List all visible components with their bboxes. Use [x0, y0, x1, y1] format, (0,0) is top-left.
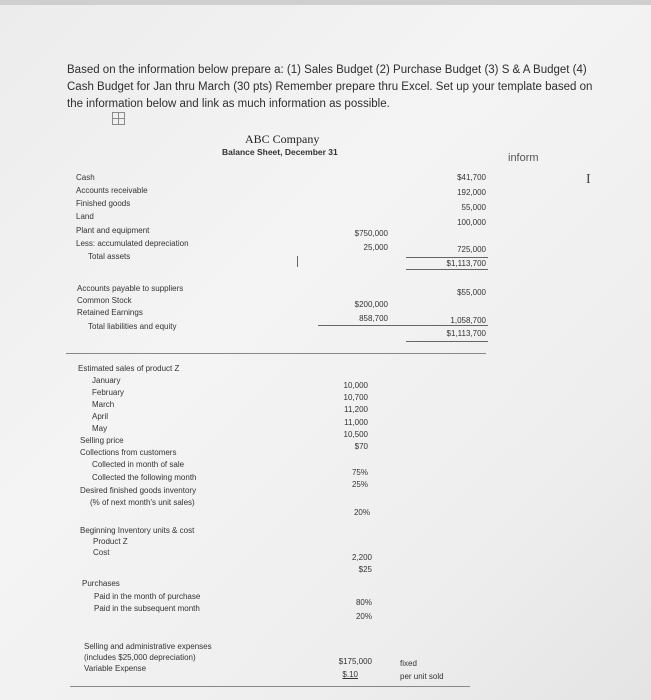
sa-variable-tag: per unit sold [400, 672, 444, 681]
sa-fixed-value: $175,000 [338, 657, 372, 666]
total-label: Total assets [88, 252, 131, 261]
total-value: $1,113,700 [446, 329, 486, 338]
liability-label: Retained Earnings [77, 308, 143, 317]
asset-label: Less: accumulated depreciation [76, 239, 189, 248]
asset-label: Accounts receivable [76, 186, 148, 195]
month-label: January [92, 376, 121, 385]
inventory-label-note: (% of next month's unit sales) [90, 498, 195, 507]
liability-value: $200,000 [354, 300, 388, 309]
double-rule [406, 269, 488, 270]
month-label: April [92, 412, 109, 421]
rule [318, 325, 488, 326]
bottom-rule [70, 686, 470, 687]
instruction-line-3: the information below and link as much information as possible. [67, 98, 390, 110]
side-label: inform [508, 152, 539, 164]
total-value: $1,113,700 [446, 259, 486, 268]
beginning-value: $25 [358, 565, 372, 574]
company-name: ABC Company [245, 132, 320, 146]
asset-value: 100,000 [457, 218, 486, 227]
month-value: 10,000 [343, 381, 368, 390]
sa-title: Selling and administrative expenses [84, 642, 212, 651]
balance-sheet-subtitle: Balance Sheet, December 31 [222, 147, 338, 157]
asset-value: $41,700 [457, 173, 486, 182]
asset-label: Cash [76, 173, 95, 182]
asset-value: 25,000 [363, 243, 388, 252]
purchases-label: Paid in the month of purchase [94, 592, 201, 601]
month-label: February [92, 388, 125, 397]
price-value: $70 [354, 442, 368, 451]
month-value: 11,200 [344, 405, 368, 414]
table-move-handle-icon[interactable] [112, 112, 125, 125]
beginning-title: Beginning Inventory units & cost [80, 526, 195, 535]
instruction-line-1: Based on the information below prepare a: (1) Sales Budget (2) Purchase Budget (3) S & A Budget (4) [67, 64, 587, 76]
asset-value: 55,000 [461, 203, 486, 212]
sa-note: (includes $25,000 depreciation) [84, 653, 196, 662]
top-edge [0, 0, 651, 5]
month-label: March [92, 400, 115, 409]
liability-value: $55,000 [457, 288, 486, 297]
asset-value: $750,000 [354, 229, 388, 238]
inventory-value: 20% [353, 508, 370, 517]
asset-label: Finished goods [76, 199, 131, 208]
double-rule [406, 341, 488, 342]
liability-label: Accounts payable to suppliers [77, 284, 184, 293]
asset-value: 192,000 [457, 188, 486, 197]
liability-value: 1,058,700 [450, 316, 486, 325]
beginning-label: Product Z [93, 537, 128, 546]
month-value: 10,700 [343, 393, 368, 402]
text-cursor-icon: I [586, 172, 591, 187]
asset-label: Land [76, 212, 94, 221]
purchases-value: 80% [355, 598, 372, 607]
collection-value: 25% [351, 480, 368, 489]
total-label: Total liabilities and equity [88, 322, 177, 331]
month-label: May [92, 424, 108, 433]
caret-mark [297, 256, 298, 267]
sa-variable-label: Variable Expense [84, 664, 147, 673]
sa-variable-value: $.10 [342, 670, 358, 679]
collection-label: Collected in month of sale [92, 460, 185, 469]
section-divider [66, 353, 486, 354]
asset-label: Plant and equipment [76, 226, 150, 235]
purchases-label: Paid in the subsequent month [94, 604, 200, 613]
collection-label: Collected the following month [92, 473, 197, 482]
month-value: 11,000 [344, 418, 368, 427]
price-label: Selling price [80, 436, 124, 445]
inventory-label: Desired finished goods inventory [80, 486, 197, 495]
beginning-label: Cost [93, 548, 110, 557]
asset-value: 725,000 [457, 245, 486, 254]
collection-value: 75% [351, 468, 368, 477]
purchases-value: 20% [355, 612, 372, 621]
collections-title: Collections from customers [80, 448, 177, 457]
instruction-line-2: Cash Budget for Jan thru March (30 pts) Remember prepare thru Excel. Set up your template based on [67, 81, 593, 93]
liability-value: 858,700 [359, 314, 388, 323]
sa-fixed-tag: fixed [400, 659, 417, 668]
purchases-title: Purchases [82, 579, 120, 588]
beginning-value: 2,200 [351, 553, 372, 562]
month-value: 10,500 [343, 430, 368, 439]
rule [406, 257, 488, 258]
liability-label: Common Stock [77, 296, 132, 305]
sales-title: Estimated sales of product Z [78, 364, 180, 373]
